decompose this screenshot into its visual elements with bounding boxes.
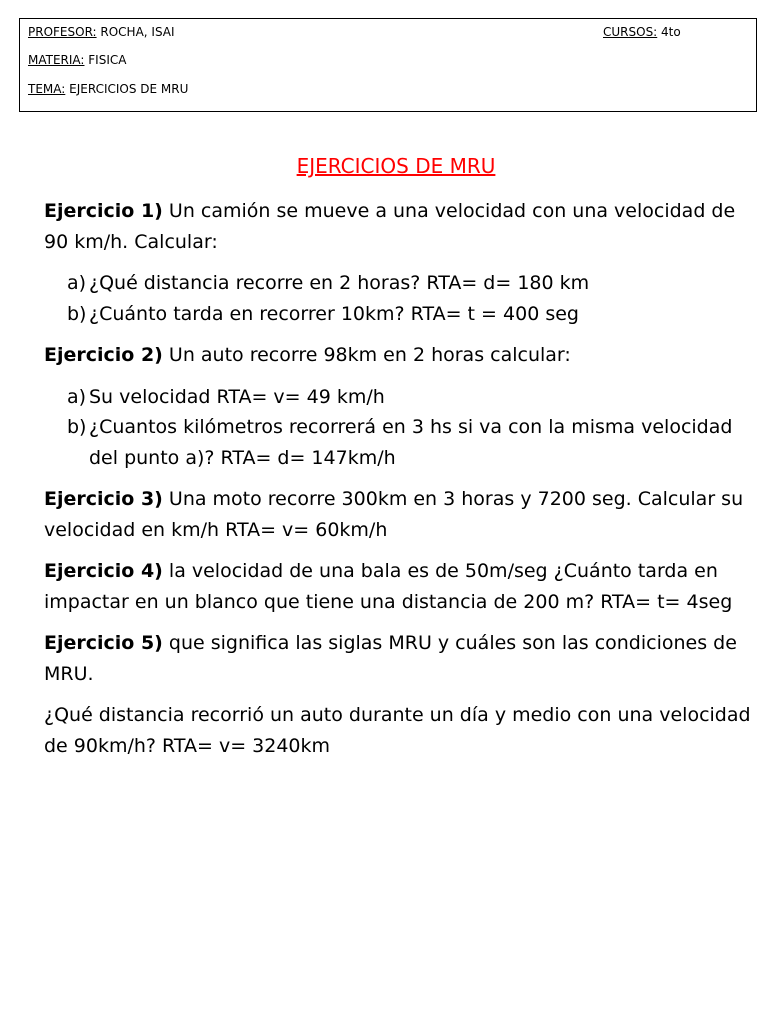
cursos-line bbox=[603, 25, 681, 39]
exercise-3-label: Ejercicio 3) bbox=[44, 488, 163, 510]
list-item bbox=[44, 268, 754, 299]
materia-label: MATERIA: bbox=[28, 53, 85, 67]
exercise-4-label: Ejercicio 4) bbox=[44, 560, 163, 582]
profesor-line bbox=[28, 25, 175, 39]
list-item-text: ¿Cuánto tarda en recorrer 10km? RTA= t = 400 seg bbox=[89, 302, 579, 325]
exercise-2-list bbox=[44, 382, 754, 474]
list-marker: a) bbox=[67, 385, 87, 408]
materia-line bbox=[28, 53, 126, 67]
tema-label: TEMA: bbox=[28, 82, 66, 96]
list-item bbox=[44, 412, 754, 473]
exercise-1-label: Ejercicio 1) bbox=[44, 200, 163, 222]
exercise-1-list bbox=[44, 268, 754, 329]
page-title: EJERCICIOS DE MRU bbox=[296, 154, 496, 178]
list-item-text: ¿Qué distancia recorre en 2 horas? RTA= d= 180 km bbox=[89, 272, 590, 294]
tema-value: EJERCICIOS DE MRU bbox=[65, 82, 189, 96]
exercise-content bbox=[44, 196, 754, 772]
list-marker: b) bbox=[67, 416, 87, 438]
list-item-text: Su velocidad RTA= v= 49 km/h bbox=[89, 385, 385, 408]
list-item-text: ¿Cuantos kilómetros recorrerá en 3 hs si va con la misma velocidad del punto a)? RTA= d= 147km/h bbox=[89, 416, 733, 469]
exercise-2 bbox=[44, 340, 754, 371]
exercise-3 bbox=[44, 484, 754, 545]
exercise-3-text: Una moto recorre 300km en 3 horas y 7200 seg. Calcular su velocidad en km/h RTA= v= 60km/h bbox=[44, 488, 744, 541]
profesor-value: ROCHA, ISAI bbox=[96, 25, 175, 39]
exercise-4-text: la velocidad de una bala es de 50m/seg ¿Cuánto tarda en impactar en un blanco que tiene una distancia de 200 m? RTA= t= 4seg bbox=[44, 560, 733, 613]
list-marker: b) bbox=[67, 302, 87, 325]
profesor-label: PROFESOR: bbox=[28, 25, 97, 39]
exercise-5-text: que significa las siglas MRU y cuáles son las condiciones de MRU. bbox=[44, 632, 737, 685]
list-item bbox=[44, 382, 754, 413]
exercise-6: ¿Qué distancia recorrió un auto durante un día y medio con una velocidad de 90km/h? RTA= v= 3240km bbox=[44, 704, 751, 757]
list-marker: a) bbox=[67, 272, 87, 294]
exercise-2-label: Ejercicio 2) bbox=[44, 344, 163, 366]
exercise-5-label: Ejercicio 5) bbox=[44, 632, 163, 654]
tema-line bbox=[28, 82, 188, 96]
exercise-1 bbox=[44, 196, 754, 257]
cursos-value: 4to bbox=[657, 25, 681, 39]
document-header bbox=[19, 18, 757, 112]
cursos-label: CURSOS: bbox=[603, 25, 658, 39]
exercise-1-text: Un camión se mueve a una velocidad con una velocidad de 90 km/h. Calcular: bbox=[44, 200, 736, 253]
materia-value: FISICA bbox=[84, 53, 127, 67]
exercise-4 bbox=[44, 556, 754, 617]
exercise-2-text: Un auto recorre 98km en 2 horas calcular: bbox=[162, 344, 571, 366]
exercise-5 bbox=[44, 628, 754, 689]
list-item bbox=[44, 299, 754, 330]
